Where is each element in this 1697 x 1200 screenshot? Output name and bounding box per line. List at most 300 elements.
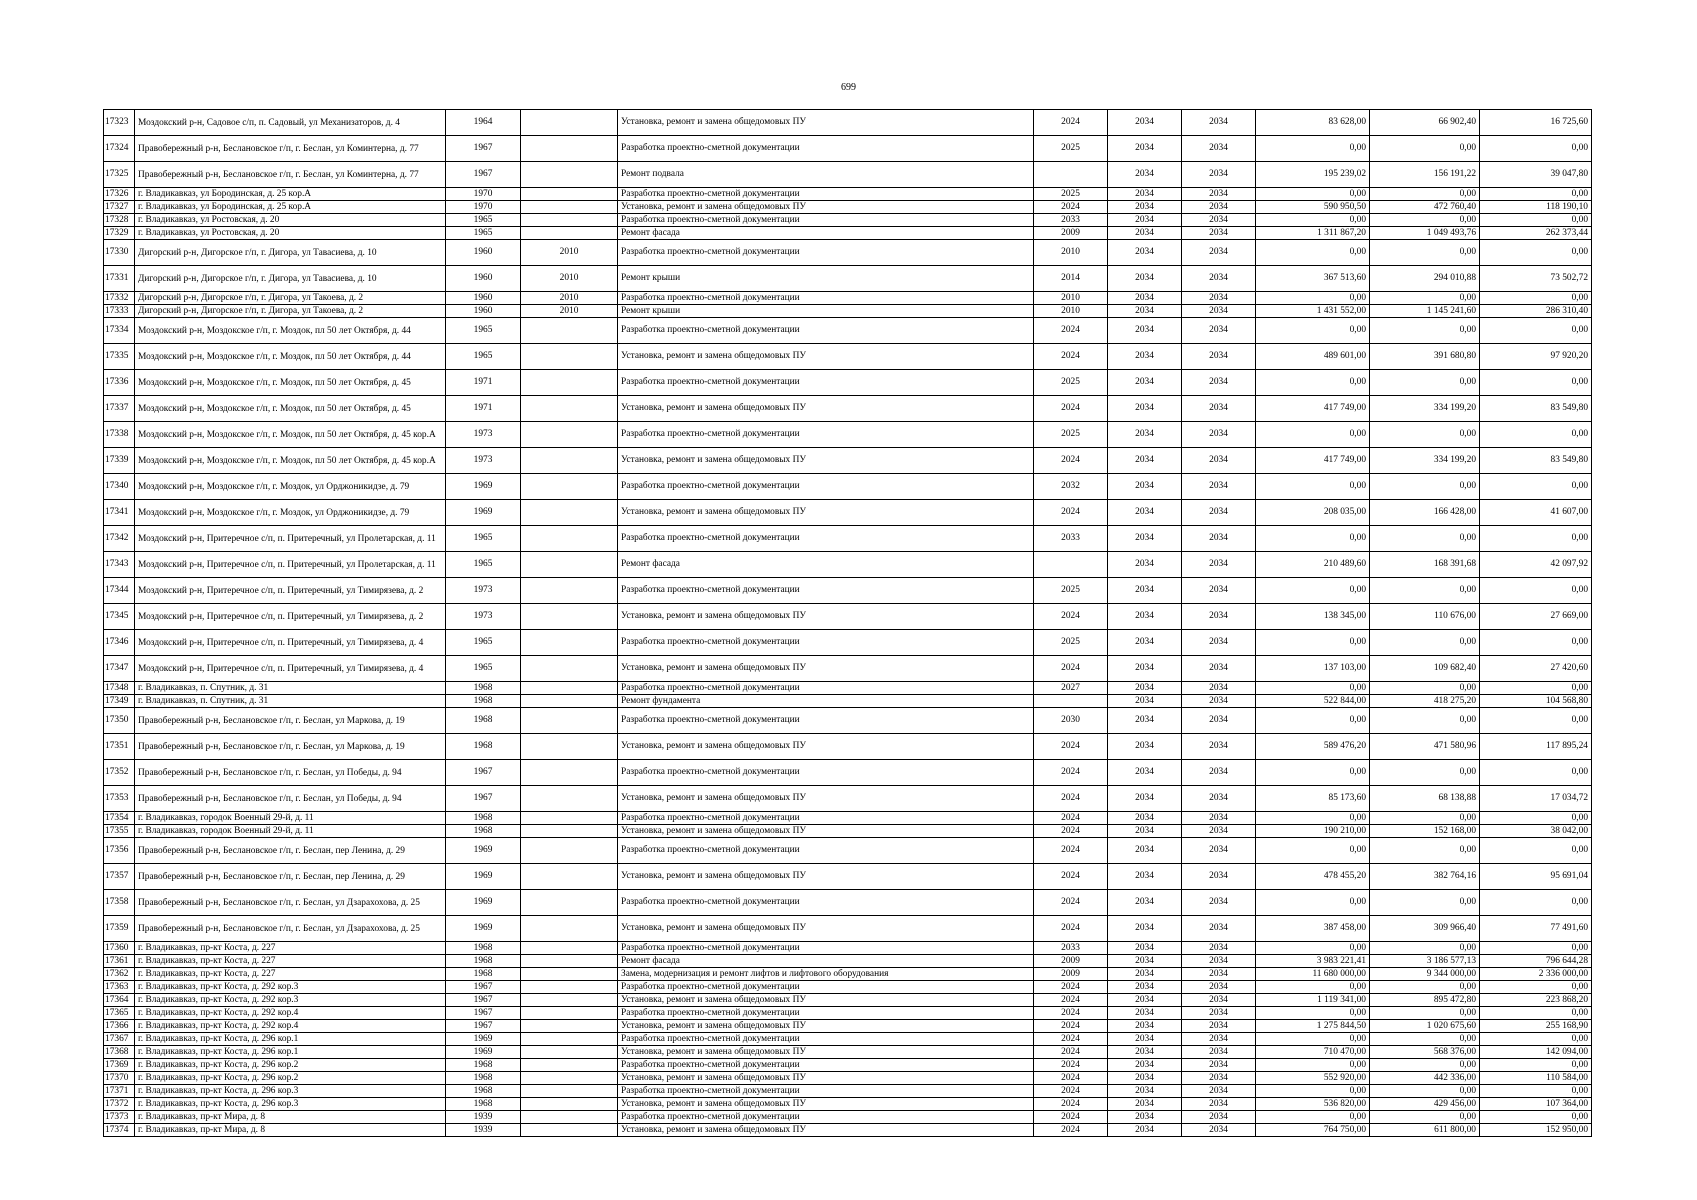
cell-year-plan-start: 2034 [1108,955,1182,968]
cell-year-plan-end: 2034 [1182,422,1256,448]
table-row [104,227,1592,240]
cell-address: г. Владикавказ, ул Ростовская, д. 20 [135,214,446,227]
cell-address: Моздокский р-н, Притеречное с/п, п. Притеречный, ул Пролетарская, д. 11 [135,526,446,552]
cell-year-built: 1969 [446,838,521,864]
cell-year-plan-end: 2034 [1182,994,1256,1007]
cell-owner-cost: 0,00 [1480,708,1592,734]
cell-total-cost: 522 844,00 [1256,695,1370,708]
cell-owner-cost: 223 868,20 [1480,994,1592,1007]
cell-work-type: Ремонт фасада [618,955,1034,968]
table-row [104,734,1592,760]
cell-year-built: 1960 [446,305,521,318]
cell-total-cost: 387 458,00 [1256,916,1370,942]
cell-address: г. Владикавказ, ул Ростовская, д. 20 [135,227,446,240]
cell-year-built: 1965 [446,318,521,344]
cell-row-number: 17356 [104,838,135,864]
cell-year-built: 1968 [446,695,521,708]
cell-year-plan-start: 2034 [1108,968,1182,981]
cell-year-built: 1969 [446,1046,521,1059]
table-body [104,110,1592,1137]
cell-fund-cost: 0,00 [1370,708,1480,734]
cell-year-reconstruction [521,1098,618,1111]
cell-year-plan-end: 2034 [1182,578,1256,604]
table-row [104,1033,1592,1046]
page-number: 699 [841,82,856,93]
cell-year-built: 1967 [446,760,521,786]
cell-fund-cost: 0,00 [1370,292,1480,305]
cell-year-plan-start: 2034 [1108,318,1182,344]
cell-address: Дигорский р-н, Дигорское г/п, г. Дигора, ул Такоева, д. 2 [135,305,446,318]
cell-year-plan-start: 2034 [1108,201,1182,214]
cell-owner-cost: 0,00 [1480,682,1592,695]
cell-owner-cost: 286 310,40 [1480,305,1592,318]
cell-fund-cost: 334 199,20 [1370,448,1480,474]
cell-work-type: Разработка проектно-сметной документации [618,292,1034,305]
cell-year-last-repair: 2009 [1034,968,1108,981]
cell-year-plan-end: 2034 [1182,1124,1256,1137]
cell-total-cost: 1 311 867,20 [1256,227,1370,240]
cell-year-reconstruction [521,1007,618,1020]
cell-row-number: 17328 [104,214,135,227]
table-row [104,864,1592,890]
cell-year-last-repair: 2024 [1034,734,1108,760]
cell-year-reconstruction [521,942,618,955]
table-row [104,500,1592,526]
cell-address: г. Владикавказ, п. Спутник, д. 31 [135,682,446,695]
cell-year-reconstruction [521,201,618,214]
cell-year-reconstruction [521,500,618,526]
cell-year-plan-start: 2034 [1108,1007,1182,1020]
table-row [104,1059,1592,1072]
cell-work-type: Установка, ремонт и замена общедомовых ПУ [618,1046,1034,1059]
table-row [104,136,1592,162]
cell-year-built: 1969 [446,474,521,500]
cell-work-type: Разработка проектно-сметной документации [618,422,1034,448]
cell-year-last-repair: 2024 [1034,201,1108,214]
cell-year-last-repair: 2024 [1034,864,1108,890]
cell-year-built: 1973 [446,422,521,448]
cell-owner-cost: 39 047,80 [1480,162,1592,188]
cell-owner-cost: 262 373,44 [1480,227,1592,240]
cell-address: Дигорский р-н, Дигорское г/п, г. Дигора, ул Такоева, д. 2 [135,292,446,305]
cell-owner-cost: 0,00 [1480,942,1592,955]
cell-row-number: 17331 [104,266,135,292]
cell-fund-cost: 429 456,00 [1370,1098,1480,1111]
cell-year-reconstruction [521,396,618,422]
cell-year-plan-end: 2034 [1182,448,1256,474]
cell-row-number: 17349 [104,695,135,708]
cell-address: г. Владикавказ, пр-кт Коста, д. 296 кор.1 [135,1046,446,1059]
cell-work-type: Разработка проектно-сметной документации [618,318,1034,344]
cell-address: г. Владикавказ, пр-кт Коста, д. 292 кор.3 [135,981,446,994]
cell-owner-cost: 0,00 [1480,422,1592,448]
cell-work-type: Установка, ремонт и замена общедомовых ПУ [618,110,1034,136]
table-container [103,109,1591,1137]
cell-year-built: 1967 [446,786,521,812]
cell-year-plan-start: 2034 [1108,422,1182,448]
cell-year-plan-end: 2034 [1182,240,1256,266]
cell-total-cost: 0,00 [1256,812,1370,825]
cell-row-number: 17350 [104,708,135,734]
cell-year-plan-end: 2034 [1182,942,1256,955]
cell-fund-cost: 0,00 [1370,1085,1480,1098]
table-row [104,292,1592,305]
cell-year-plan-end: 2034 [1182,1072,1256,1085]
cell-owner-cost: 38 042,00 [1480,825,1592,838]
cell-address: Моздокский р-н, Моздокское г/п, г. Моздок, ул Орджоникидзе, д. 79 [135,474,446,500]
cell-year-last-repair: 2024 [1034,1124,1108,1137]
cell-year-last-repair: 2025 [1034,370,1108,396]
cell-year-plan-start: 2034 [1108,916,1182,942]
cell-row-number: 17333 [104,305,135,318]
cell-work-type: Разработка проектно-сметной документации [618,214,1034,227]
cell-year-reconstruction [521,110,618,136]
cell-year-built: 1965 [446,630,521,656]
cell-work-type: Разработка проектно-сметной документации [618,578,1034,604]
cell-total-cost: 0,00 [1256,1111,1370,1124]
cell-address: Правобережный р-н, Беслановское г/п, г. Беслан, ул Маркова, д. 19 [135,708,446,734]
cell-year-plan-start: 2034 [1108,708,1182,734]
cell-year-plan-end: 2034 [1182,136,1256,162]
cell-year-reconstruction [521,344,618,370]
cell-year-last-repair: 2024 [1034,344,1108,370]
cell-fund-cost: 0,00 [1370,136,1480,162]
cell-row-number: 17340 [104,474,135,500]
cell-work-type: Разработка проектно-сметной документации [618,474,1034,500]
cell-owner-cost: 2 336 000,00 [1480,968,1592,981]
cell-owner-cost: 0,00 [1480,526,1592,552]
cell-fund-cost: 334 199,20 [1370,396,1480,422]
table-row [104,266,1592,292]
table-row [104,981,1592,994]
cell-fund-cost: 1 020 675,60 [1370,1020,1480,1033]
cell-fund-cost: 0,00 [1370,1007,1480,1020]
cell-year-reconstruction [521,227,618,240]
cell-year-built: 1968 [446,955,521,968]
cell-fund-cost: 0,00 [1370,240,1480,266]
cell-fund-cost: 391 680,80 [1370,344,1480,370]
cell-year-built: 1960 [446,292,521,305]
cell-address: г. Владикавказ, пр-кт Коста, д. 296 кор.3 [135,1098,446,1111]
cell-total-cost: 85 173,60 [1256,786,1370,812]
cell-address: г. Владикавказ, ул Бородинская, д. 25 кор.А [135,188,446,201]
cell-work-type: Установка, ремонт и замена общедомовых ПУ [618,825,1034,838]
cell-year-built: 1939 [446,1111,521,1124]
cell-year-plan-start: 2034 [1108,1046,1182,1059]
cell-year-built: 1968 [446,942,521,955]
cell-row-number: 17355 [104,825,135,838]
cell-year-last-repair: 2030 [1034,708,1108,734]
cell-total-cost: 137 103,00 [1256,656,1370,682]
cell-year-plan-start: 2034 [1108,864,1182,890]
table-row [104,825,1592,838]
cell-year-plan-start: 2034 [1108,396,1182,422]
cell-year-plan-start: 2034 [1108,162,1182,188]
cell-address: Моздокский р-н, Моздокское г/п, г. Моздок, пл 50 лет Октября, д. 45 [135,370,446,396]
cell-address: Моздокский р-н, Притеречное с/п, п. Притеречный, ул Тимирязева, д. 2 [135,604,446,630]
cell-year-reconstruction [521,656,618,682]
cell-year-last-repair: 2024 [1034,825,1108,838]
cell-row-number: 17345 [104,604,135,630]
table-row [104,695,1592,708]
cell-owner-cost: 27 420,60 [1480,656,1592,682]
cell-fund-cost: 168 391,68 [1370,552,1480,578]
cell-row-number: 17371 [104,1085,135,1098]
cell-work-type: Установка, ремонт и замена общедомовых ПУ [618,201,1034,214]
cell-owner-cost: 0,00 [1480,1059,1592,1072]
cell-row-number: 17327 [104,201,135,214]
cell-owner-cost: 110 584,00 [1480,1072,1592,1085]
cell-address: Правобережный р-н, Беслановское г/п, г. Беслан, ул Победы, д. 94 [135,760,446,786]
cell-work-type: Разработка проектно-сметной документации [618,1059,1034,1072]
cell-row-number: 17353 [104,786,135,812]
cell-year-plan-start: 2034 [1108,136,1182,162]
cell-year-reconstruction [521,1059,618,1072]
cell-fund-cost: 66 902,40 [1370,110,1480,136]
cell-year-plan-start: 2034 [1108,188,1182,201]
cell-fund-cost: 109 682,40 [1370,656,1480,682]
cell-row-number: 17342 [104,526,135,552]
cell-year-plan-start: 2034 [1108,695,1182,708]
table-row [104,890,1592,916]
cell-year-plan-end: 2034 [1182,188,1256,201]
cell-row-number: 17362 [104,968,135,981]
cell-fund-cost: 442 336,00 [1370,1072,1480,1085]
cell-year-reconstruction [521,812,618,825]
cell-row-number: 17368 [104,1046,135,1059]
cell-row-number: 17341 [104,500,135,526]
cell-address: Моздокский р-н, Моздокское г/п, г. Моздок, пл 50 лет Октября, д. 45 [135,396,446,422]
cell-year-reconstruction [521,955,618,968]
table-row [104,240,1592,266]
cell-year-last-repair: 2024 [1034,786,1108,812]
cell-owner-cost: 0,00 [1480,578,1592,604]
cell-total-cost: 1 275 844,50 [1256,1020,1370,1033]
cell-address: г. Владикавказ, пр-кт Мира, д. 8 [135,1111,446,1124]
cell-year-reconstruction [521,981,618,994]
cell-year-reconstruction [521,734,618,760]
cell-row-number: 17347 [104,656,135,682]
cell-address: Правобережный р-н, Беслановское г/п, г. Беслан, ул Дзарахохова, д. 25 [135,916,446,942]
cell-fund-cost: 1 145 241,60 [1370,305,1480,318]
cell-address: Моздокский р-н, Моздокское г/п, г. Моздок, пл 50 лет Октября, д. 44 [135,344,446,370]
cell-year-plan-start: 2034 [1108,344,1182,370]
cell-total-cost: 0,00 [1256,1007,1370,1020]
cell-year-last-repair: 2024 [1034,760,1108,786]
cell-year-reconstruction [521,708,618,734]
cell-year-plan-end: 2034 [1182,1033,1256,1046]
table-row [104,604,1592,630]
cell-year-plan-end: 2034 [1182,604,1256,630]
cell-fund-cost: 0,00 [1370,474,1480,500]
cell-year-built: 1967 [446,1020,521,1033]
cell-owner-cost: 97 920,20 [1480,344,1592,370]
cell-year-plan-start: 2034 [1108,474,1182,500]
cell-year-plan-end: 2034 [1182,812,1256,825]
cell-year-plan-end: 2034 [1182,214,1256,227]
table-row [104,760,1592,786]
table-row [104,916,1592,942]
cell-work-type: Разработка проектно-сметной документации [618,760,1034,786]
cell-address: Моздокский р-н, Притеречное с/п, п. Притеречный, ул Тимирязева, д. 4 [135,630,446,656]
cell-total-cost: 3 983 221,41 [1256,955,1370,968]
table-row [104,1072,1592,1085]
cell-year-reconstruction [521,1072,618,1085]
cell-year-last-repair: 2024 [1034,1098,1108,1111]
cell-year-last-repair: 2032 [1034,474,1108,500]
cell-fund-cost: 611 800,00 [1370,1124,1480,1137]
cell-fund-cost: 0,00 [1370,760,1480,786]
cell-address: Правобережный р-н, Беслановское г/п, г. Беслан, ул Победы, д. 94 [135,786,446,812]
cell-year-plan-end: 2034 [1182,500,1256,526]
cell-row-number: 17352 [104,760,135,786]
cell-year-plan-start: 2034 [1108,552,1182,578]
table-row [104,1007,1592,1020]
cell-work-type: Установка, ремонт и замена общедомовых ПУ [618,656,1034,682]
cell-row-number: 17360 [104,942,135,955]
cell-year-reconstruction: 2010 [521,305,618,318]
cell-year-plan-end: 2034 [1182,1111,1256,1124]
cell-year-reconstruction [521,890,618,916]
cell-address: г. Владикавказ, пр-кт Коста, д. 227 [135,955,446,968]
table-row [104,942,1592,955]
cell-total-cost: 0,00 [1256,370,1370,396]
table-row [104,968,1592,981]
cell-fund-cost: 568 376,00 [1370,1046,1480,1059]
cell-address: г. Владикавказ, пр-кт Коста, д. 296 кор.1 [135,1033,446,1046]
cell-year-last-repair [1034,552,1108,578]
cell-year-last-repair: 2024 [1034,318,1108,344]
cell-owner-cost: 152 950,00 [1480,1124,1592,1137]
cell-year-built: 1967 [446,162,521,188]
cell-year-plan-start: 2034 [1108,370,1182,396]
cell-year-plan-start: 2034 [1108,110,1182,136]
cell-owner-cost: 107 364,00 [1480,1098,1592,1111]
cell-year-last-repair: 2033 [1034,214,1108,227]
cell-fund-cost: 418 275,20 [1370,695,1480,708]
cell-total-cost: 83 628,00 [1256,110,1370,136]
cell-fund-cost: 294 010,88 [1370,266,1480,292]
cell-year-built: 1971 [446,396,521,422]
table-row [104,1124,1592,1137]
cell-year-last-repair: 2024 [1034,396,1108,422]
cell-year-plan-end: 2034 [1182,227,1256,240]
cell-year-built: 1969 [446,500,521,526]
cell-owner-cost: 16 725,60 [1480,110,1592,136]
table-row [104,786,1592,812]
cell-address: г. Владикавказ, пр-кт Коста, д. 227 [135,942,446,955]
cell-address: г. Владикавказ, пр-кт Коста, д. 292 кор.4 [135,1020,446,1033]
cell-address: Дигорский р-н, Дигорское г/п, г. Дигора, ул Тавасиева, д. 10 [135,266,446,292]
cell-total-cost: 0,00 [1256,630,1370,656]
cell-year-reconstruction [521,786,618,812]
cell-owner-cost: 0,00 [1480,292,1592,305]
cell-year-built: 1965 [446,344,521,370]
cell-year-last-repair: 2025 [1034,188,1108,201]
cell-year-last-repair: 2025 [1034,578,1108,604]
cell-row-number: 17373 [104,1111,135,1124]
cell-total-cost: 0,00 [1256,1059,1370,1072]
cell-fund-cost: 68 138,88 [1370,786,1480,812]
cell-row-number: 17337 [104,396,135,422]
cell-year-plan-end: 2034 [1182,630,1256,656]
cell-fund-cost: 0,00 [1370,422,1480,448]
cell-owner-cost: 0,00 [1480,214,1592,227]
cell-year-plan-start: 2034 [1108,656,1182,682]
cell-year-plan-start: 2034 [1108,630,1182,656]
cell-year-plan-end: 2034 [1182,370,1256,396]
cell-owner-cost: 0,00 [1480,1007,1592,1020]
cell-row-number: 17369 [104,1059,135,1072]
cell-fund-cost: 152 168,00 [1370,825,1480,838]
cell-year-plan-start: 2034 [1108,1098,1182,1111]
cell-year-reconstruction [521,526,618,552]
cell-total-cost: 417 749,00 [1256,396,1370,422]
cell-address: Моздокский р-н, Притеречное с/п, п. Притеречный, ул Тимирязева, д. 4 [135,656,446,682]
cell-owner-cost: 83 549,80 [1480,396,1592,422]
cell-year-last-repair: 2024 [1034,500,1108,526]
cell-address: Моздокский р-н, Моздокское г/п, г. Моздок, ул Орджоникидзе, д. 79 [135,500,446,526]
cell-fund-cost: 0,00 [1370,318,1480,344]
cell-year-last-repair: 2009 [1034,955,1108,968]
cell-fund-cost: 472 760,40 [1370,201,1480,214]
cell-work-type: Разработка проектно-сметной документации [618,942,1034,955]
cell-year-built: 1968 [446,1072,521,1085]
cell-total-cost: 552 920,00 [1256,1072,1370,1085]
cell-owner-cost: 0,00 [1480,370,1592,396]
cell-year-plan-start: 2034 [1108,500,1182,526]
table-row [104,955,1592,968]
cell-year-reconstruction [521,552,618,578]
cell-work-type: Установка, ремонт и замена общедомовых ПУ [618,344,1034,370]
cell-year-reconstruction [521,630,618,656]
cell-year-plan-end: 2034 [1182,825,1256,838]
cell-year-built: 1973 [446,448,521,474]
cell-work-type: Установка, ремонт и замена общедомовых ПУ [618,916,1034,942]
cell-fund-cost: 0,00 [1370,1111,1480,1124]
cell-year-built: 1969 [446,916,521,942]
cell-work-type: Ремонт фасада [618,227,1034,240]
cell-fund-cost: 1 049 493,76 [1370,227,1480,240]
cell-owner-cost: 83 549,80 [1480,448,1592,474]
cell-row-number: 17374 [104,1124,135,1137]
cell-total-cost: 190 210,00 [1256,825,1370,838]
cell-year-reconstruction [521,188,618,201]
cell-year-reconstruction [521,1020,618,1033]
cell-year-plan-end: 2034 [1182,890,1256,916]
cell-year-built: 1939 [446,1124,521,1137]
cell-owner-cost: 0,00 [1480,630,1592,656]
cell-year-plan-start: 2034 [1108,1020,1182,1033]
cell-year-last-repair: 2033 [1034,526,1108,552]
table-row [104,305,1592,318]
cell-work-type: Установка, ремонт и замена общедомовых ПУ [618,1124,1034,1137]
cell-year-plan-end: 2034 [1182,1046,1256,1059]
cell-total-cost: 0,00 [1256,188,1370,201]
cell-row-number: 17344 [104,578,135,604]
cell-year-plan-end: 2034 [1182,1059,1256,1072]
cell-year-plan-end: 2034 [1182,292,1256,305]
table-row [104,994,1592,1007]
cell-address: г. Владикавказ, пр-кт Коста, д. 296 кор.2 [135,1059,446,1072]
cell-year-reconstruction [521,864,618,890]
cell-year-last-repair: 2024 [1034,1059,1108,1072]
cell-owner-cost: 255 168,90 [1480,1020,1592,1033]
cell-year-reconstruction [521,1124,618,1137]
cell-owner-cost: 0,00 [1480,981,1592,994]
table-row [104,552,1592,578]
cell-year-built: 1968 [446,812,521,825]
